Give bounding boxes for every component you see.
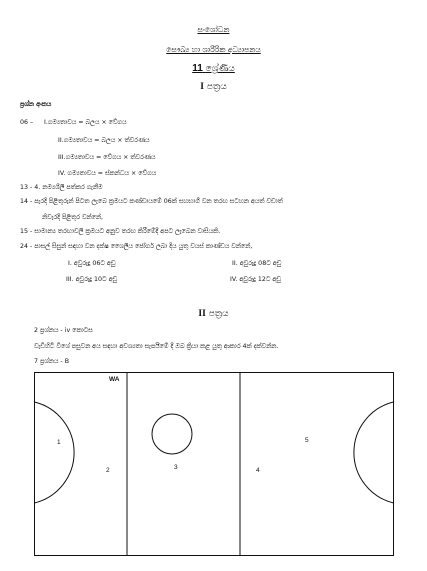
- part2-heading-word: පත්‍රය: [208, 309, 229, 319]
- netball-court-diagram: [34, 372, 394, 556]
- q06-number: 06 –: [20, 119, 34, 126]
- zone-5-label: 5: [305, 437, 309, 444]
- q24-option-4: IV. අවුරුදු 12ට අඩු: [230, 276, 281, 283]
- goal-circle-left: [35, 402, 75, 503]
- document-title: සංශෝධන: [197, 25, 230, 34]
- zone-3-label: 3: [174, 464, 178, 471]
- grade-title: [0, 65, 427, 73]
- zone-1-label: 1: [57, 439, 61, 446]
- part1-heading-word: පත්‍රය: [206, 82, 227, 92]
- part2-heading: [0, 310, 427, 318]
- grade-number: 11: [192, 63, 203, 74]
- zone-4-label: 4: [256, 467, 260, 474]
- q2-label: 2 ප්‍රශ්නය - iv කොටස: [34, 327, 93, 334]
- part1-heading: [0, 83, 427, 91]
- q24-text: 24 - පාසල් සිසුන් සඳහා වන දක්ෂ ශෛලීය ජෝගර් ලබා දිය යුතු වයස් කාණ්ඩය වන්නේ,: [20, 243, 253, 250]
- q14-text-line1: 14 - පැරදි පිළිතුරුන් පිටත ලැබෙ ක්‍රමයට කණ්ඩායමේ 06ක් සහභාගී වන තරඟ සටහන අයත් වඩාත්: [20, 198, 283, 205]
- zone-2-label: 2: [106, 467, 110, 474]
- q06-option-2: II.ගම්‍යතාවය = බලය × ත්වරණය: [58, 137, 150, 144]
- court-outline: [35, 373, 394, 556]
- wa-label: WA: [109, 376, 120, 383]
- q15-text: 15 - සාමාන්‍ය තරඟාවලි ක්‍රමයට අනුව තරඟ කිරීමේදී අපට ලැබෙන වාසියකි.: [20, 228, 221, 235]
- q24-option-1: I. අවුරුදු 06ට අඩු: [68, 260, 116, 267]
- question-number-label: ප්‍රශ්න අංකය: [20, 101, 52, 108]
- q24-option-2: II. අවුරුදු 08ට අඩු: [232, 260, 282, 267]
- q13-text: 13 - 4. නම්‍යශීලී පත්කර ගැනීම: [20, 184, 103, 191]
- part1-heading-number: I: [200, 82, 204, 92]
- grade-word: ශ්‍රේණිය: [205, 64, 235, 74]
- q7-label: 7 ප්‍රශ්නය - B: [34, 358, 70, 365]
- q24-option-3: III. අවුරුදු 10ට අඩු: [66, 276, 118, 283]
- part2-heading-number: II: [198, 309, 206, 319]
- q06-option-3: III.ගම්‍යතාවය = වේගය × ත්වරණය: [58, 154, 156, 161]
- q2-text: වැඩිහිටි විශේ පසුවන අය සඳහා අවශ්‍යතා සැපයීමේ දී ඔබ ක්‍රියා කළ යුතු ආකාර 4ක් දක්වන්න.: [34, 343, 279, 350]
- goal-circle-right: [354, 402, 394, 503]
- q06-option-4: IV. ගම්‍යතාවය = ස්කන්ධය × වේගය: [58, 170, 157, 177]
- q06-option-1: I.ගම්‍යතාවය = බලය × වේගය: [44, 119, 127, 126]
- q14-text-line2: නිවැරදි පිළිතුර වන්නේ,: [42, 214, 104, 221]
- subject-title: සෞඛ්‍ය හා ශාරීරික අධ්‍යාපනය: [166, 45, 261, 54]
- centre-circle: [152, 414, 192, 454]
